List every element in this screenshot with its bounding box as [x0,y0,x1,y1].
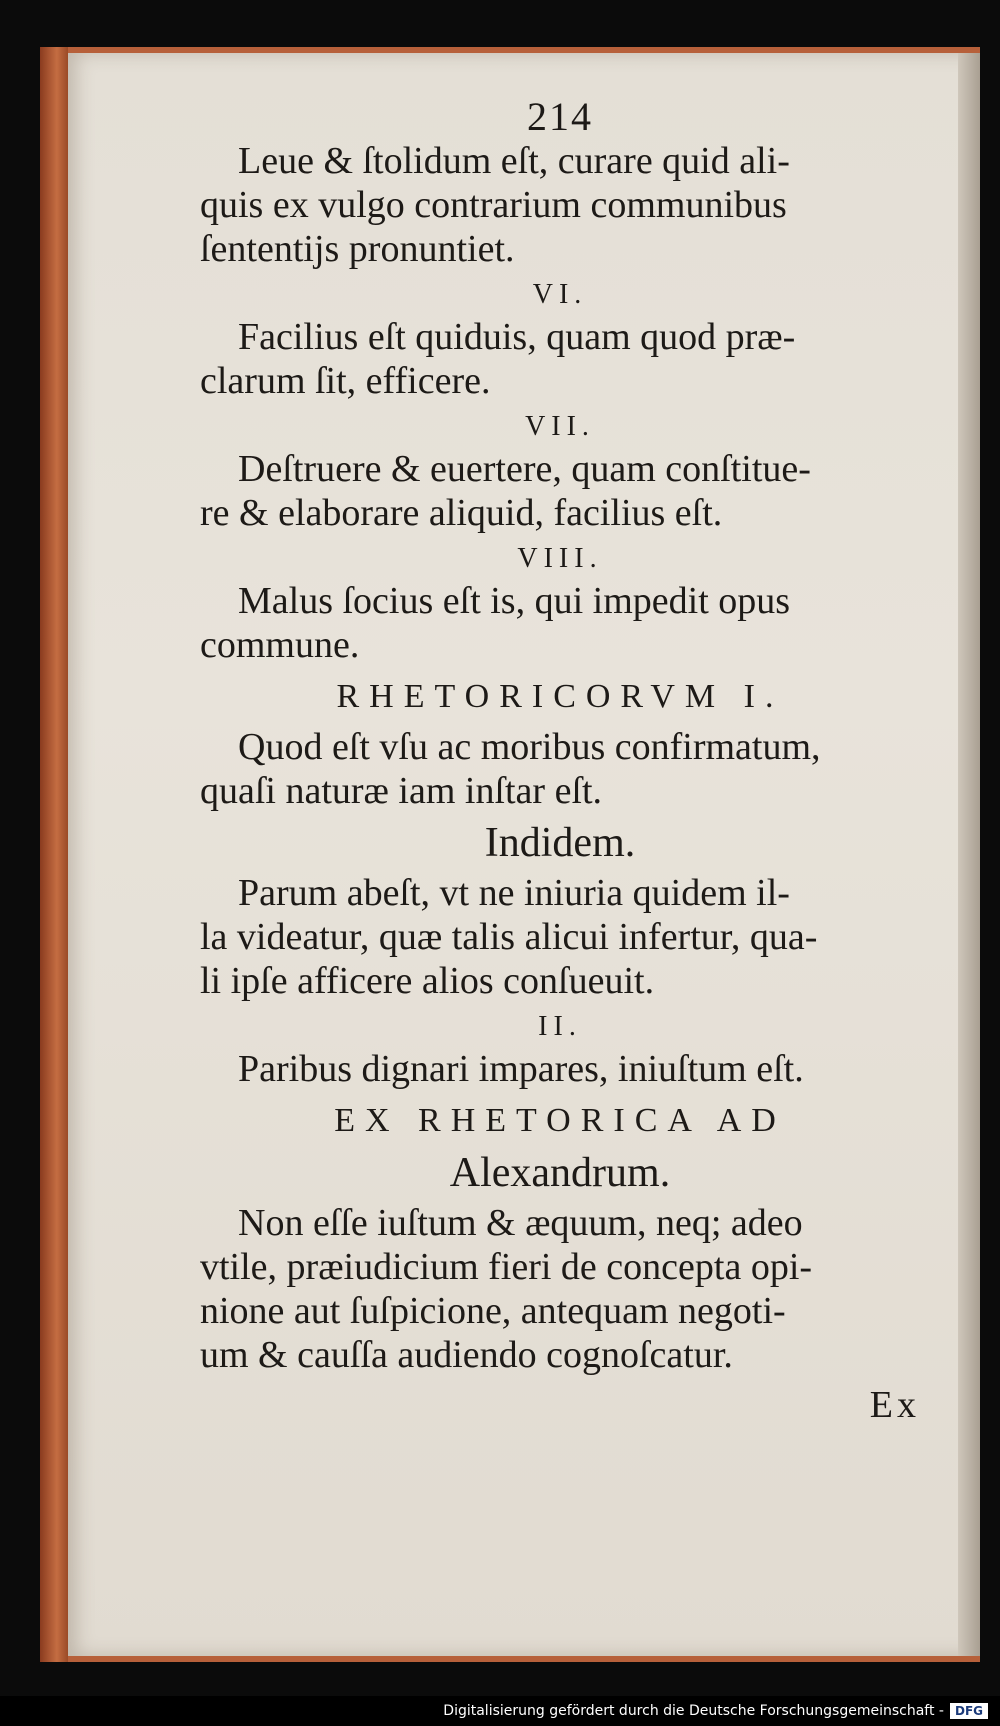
section-heading: EX RHETORICA AD [334,1102,786,1139]
text-line: commune. [200,624,360,666]
section-heading: RHETORICORVM I. [336,678,784,715]
paragraph-line: Facilius eſt quiduis, quam quod præ- [238,316,796,358]
footer-text: Digitalisierung gefördert durch die Deutsche Forschungsgemeinschaft - [443,1703,944,1719]
text-line: la videatur, quæ talis alicui infertur, qua- [200,916,818,958]
subheading: Indidem. [484,820,636,866]
text-line: ſententijs pronuntiet. [200,228,515,270]
text-line: li ipſe afficere alios conſueuit. [200,960,655,1002]
paragraph-line: Malus ſocius eſt is, qui impedit opus [238,580,791,622]
dfg-logo: DFG [950,1703,988,1719]
text-line: um & cauſſa audiendo cognoſcatur. [200,1334,733,1376]
text-line: re & elaborare aliquid, facilius eſt. [200,492,723,534]
text-blocks [200,139,920,1377]
gutter-shadow [958,53,980,1656]
digitization-footer [0,1696,1000,1726]
section-number: VI. [532,279,588,310]
section-number: II. [538,1011,582,1042]
page-text [200,95,920,1427]
page-fore-edge [40,47,68,1662]
text-line: vtile, præiudicium fieri de concepta opi- [200,1246,813,1288]
text-line: clarum ſit, efficere. [200,360,491,402]
catchword: Ex [869,1384,920,1426]
subheading: Alexandrum. [449,1150,671,1196]
paragraph-line: Non eſſe iuſtum & æquum, neq; adeo [238,1202,803,1244]
paragraph-line: Paribus dignari impares, iniuſtum eſt. [238,1048,804,1090]
text-line: quaſi naturæ iam inſtar eſt. [200,770,603,812]
paragraph-line: Parum abeſt, vt ne iniuria quidem il- [238,872,790,914]
paragraph-line: Leue & ſtolidum eſt, curare quid ali- [238,140,790,182]
text-line: quis ex vulgo contrarium communibus [200,184,787,226]
paragraph-line: Deſtruere & euertere, quam conſtitue- [238,448,811,490]
text-line: nione aut ſuſpicione, antequam negoti- [200,1290,786,1332]
section-number: VII. [525,411,595,442]
page-number: 214 [527,94,593,139]
section-number: VIII. [517,543,603,574]
paragraph-line: Quod eſt vſu ac moribus confirmatum, [238,726,821,768]
